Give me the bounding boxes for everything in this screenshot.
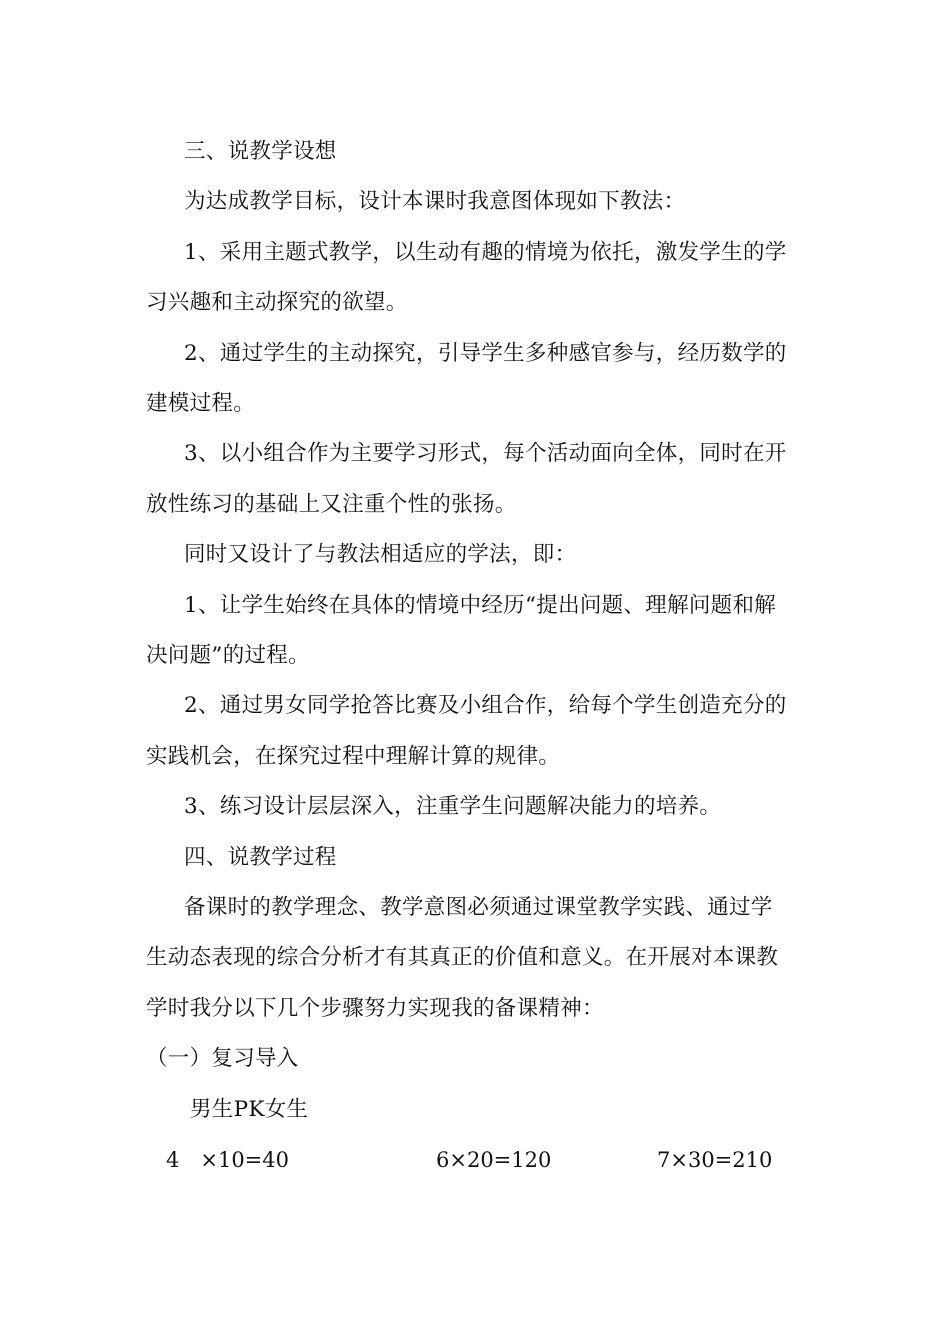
paragraph-learning-methods-intro: 同时又设计了与教法相适应的学法，即： — [184, 542, 577, 567]
equation-1: 4 ×10=40 — [166, 1148, 289, 1172]
equation-2: 6×20=120 — [436, 1148, 552, 1172]
paragraph-line: 建模过程。 — [146, 391, 256, 416]
paragraph-line: 生动态表现的综合分析才有其真正的价值和意义。在开展对本课教 — [146, 945, 779, 970]
paragraph-line: 3、以小组合作为主要学习形式，每个活动面向全体，同时在开 — [184, 441, 787, 466]
paragraph-line: 学时我分以下几个步骤努力实现我的备课精神： — [146, 996, 604, 1021]
paragraph-line: 2、通过男女同学抢答比赛及小组合作，给每个学生创造充分的 — [184, 693, 787, 718]
subheading-review-intro: （一）复习导入 — [146, 1046, 299, 1071]
paragraph-line: 1、采用主题式教学，以生动有趣的情境为依托，激发学生的学 — [184, 240, 787, 265]
subheading-boys-vs-girls: 男生PK女生 — [190, 1097, 309, 1122]
paragraph-line: 1、让学生始终在具体的情境中经历“提出问题、理解问题和解 — [184, 593, 777, 618]
paragraph-line: 3、练习设计层层深入，注重学生问题解决能力的培养。 — [184, 794, 722, 819]
paragraph-line: 习兴趣和主动探究的欲望。 — [146, 290, 408, 315]
paragraph-line: 实践机会，在探究过程中理解计算的规律。 — [146, 744, 561, 769]
equation-3: 7×30=210 — [657, 1148, 773, 1172]
paragraph-line: 决问题”的过程。 — [146, 643, 310, 668]
paragraph-line: 2、通过学生的主动探究，引导学生多种感官参与，经历数学的 — [184, 341, 787, 366]
heading-section-4: 四、说教学过程 — [184, 845, 337, 870]
paragraph-line: 备课时的教学理念、教学意图必须通过课堂教学实践、通过学 — [184, 895, 773, 920]
heading-section-3: 三、说教学设想 — [184, 139, 337, 164]
paragraph-line: 放性练习的基础上又注重个性的张扬。 — [146, 492, 517, 517]
paragraph-teaching-methods-intro: 为达成教学目标，设计本课时我意图体现如下教法： — [184, 189, 686, 214]
